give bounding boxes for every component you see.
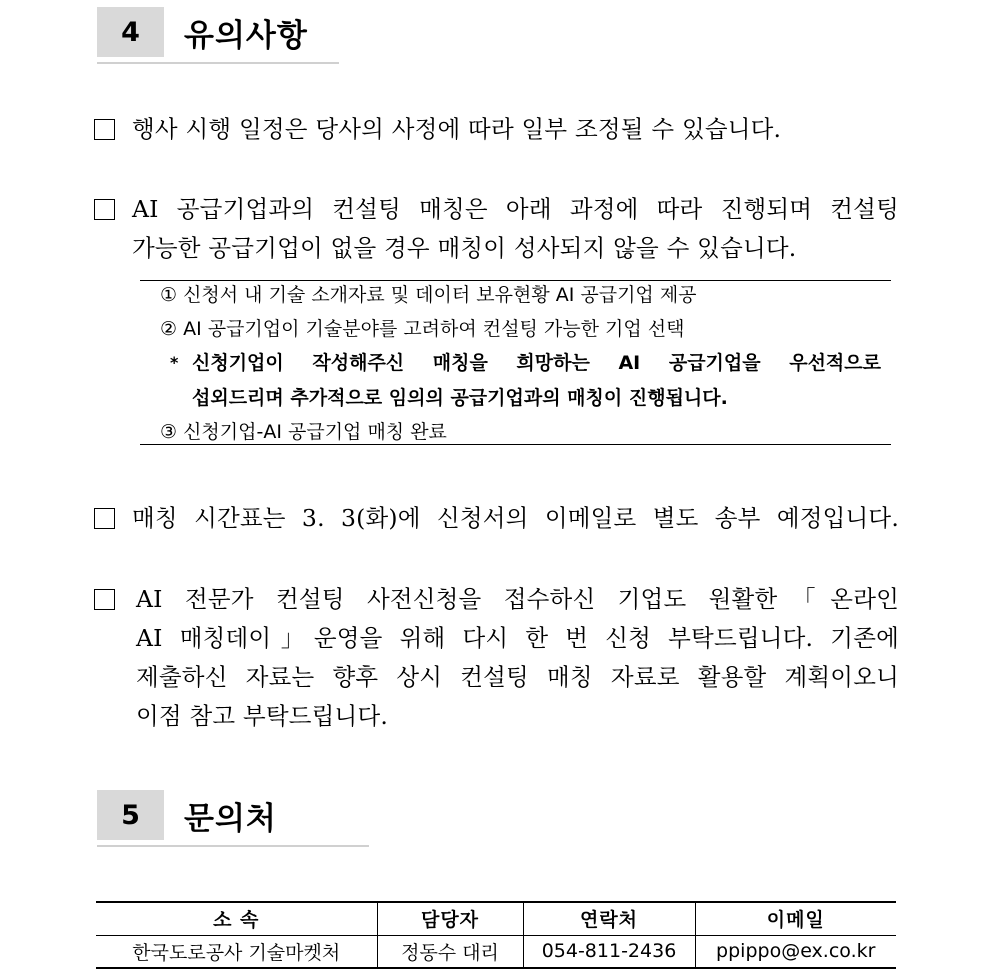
checkbox-icon <box>94 508 115 529</box>
note-item <box>94 110 899 149</box>
process-box <box>140 280 891 445</box>
section-title: 문의처 <box>184 800 277 837</box>
process-step-3: ③ 신청기업-AI 공급기업 매칭 완료 <box>160 421 447 443</box>
note-item <box>94 499 899 538</box>
section-title: 유의사항 <box>184 17 308 54</box>
section-number: 5 <box>97 790 164 840</box>
header-phone: 연락처 <box>523 902 695 935</box>
section-5-header <box>97 790 277 840</box>
table-row <box>96 935 896 968</box>
note-text: AI 매칭데이」운영을 위해 다시 한 번 신청 부탁드립니다. 기존에 <box>136 624 899 652</box>
note-text: 행사 시행 일정은 당사의 사정에 따라 일부 조정될 수 있습니다. <box>132 115 782 143</box>
note-text: 가능한 공급기업이 없을 경우 매칭이 성사되지 않을 수 있습니다. <box>132 234 797 262</box>
note-item <box>94 580 899 736</box>
cell-email[interactable]: ppippo@ex.co.kr <box>695 935 896 968</box>
cell-affiliation: 한국도로공사 기술마켓처 <box>96 935 377 968</box>
note-text: 매칭 시간표는 3. 3(화)에 신청서의 이메일로 별도 송부 예정입니다. <box>132 504 899 532</box>
note-text: 제출하신 자료는 향후 상시 컨설팅 매칭 자료로 활용할 계획이오니 <box>136 663 899 691</box>
note-item <box>94 190 899 268</box>
checkbox-icon <box>94 199 115 220</box>
table-header-row <box>96 902 896 935</box>
process-note-line: 신청기업이 작성해주신 매칭을 희망하는 AI 공급기업을 우선적으로 <box>192 352 881 374</box>
section-number: 4 <box>97 7 164 57</box>
section-underline <box>97 845 369 847</box>
note-text: AI 전문가 컨설팅 사전신청을 접수하신 기업도 원활한「온라인 <box>136 585 899 613</box>
checkbox-icon <box>94 119 115 140</box>
section-4-header <box>97 7 308 57</box>
note-text: 이점 참고 부탁드립니다. <box>136 702 389 730</box>
process-note-line: 섭외드리며 추가적으로 임의의 공급기업과의 매칭이 진행됩니다. <box>192 387 728 409</box>
process-step-2: ② AI 공급기업이 기술분야를 고려하여 컨설팅 가능한 기업 선택 <box>160 318 685 340</box>
process-step-1: ① 신청서 내 기술 소개자료 및 데이터 보유현황 AI 공급기업 제공 <box>160 284 697 306</box>
header-manager: 담당자 <box>377 902 523 935</box>
note-text: AI 공급기업과의 컨설팅 매칭은 아래 과정에 따라 진행되며 컨설팅 <box>132 195 899 223</box>
cell-phone: 054-811-2436 <box>523 935 695 968</box>
header-affiliation: 소 속 <box>96 902 377 935</box>
section-underline <box>97 62 339 64</box>
contact-table <box>96 901 896 969</box>
asterisk-icon: * <box>170 353 179 372</box>
header-email: 이메일 <box>695 902 896 935</box>
cell-manager: 정동수 대리 <box>377 935 523 968</box>
checkbox-icon <box>94 589 115 610</box>
